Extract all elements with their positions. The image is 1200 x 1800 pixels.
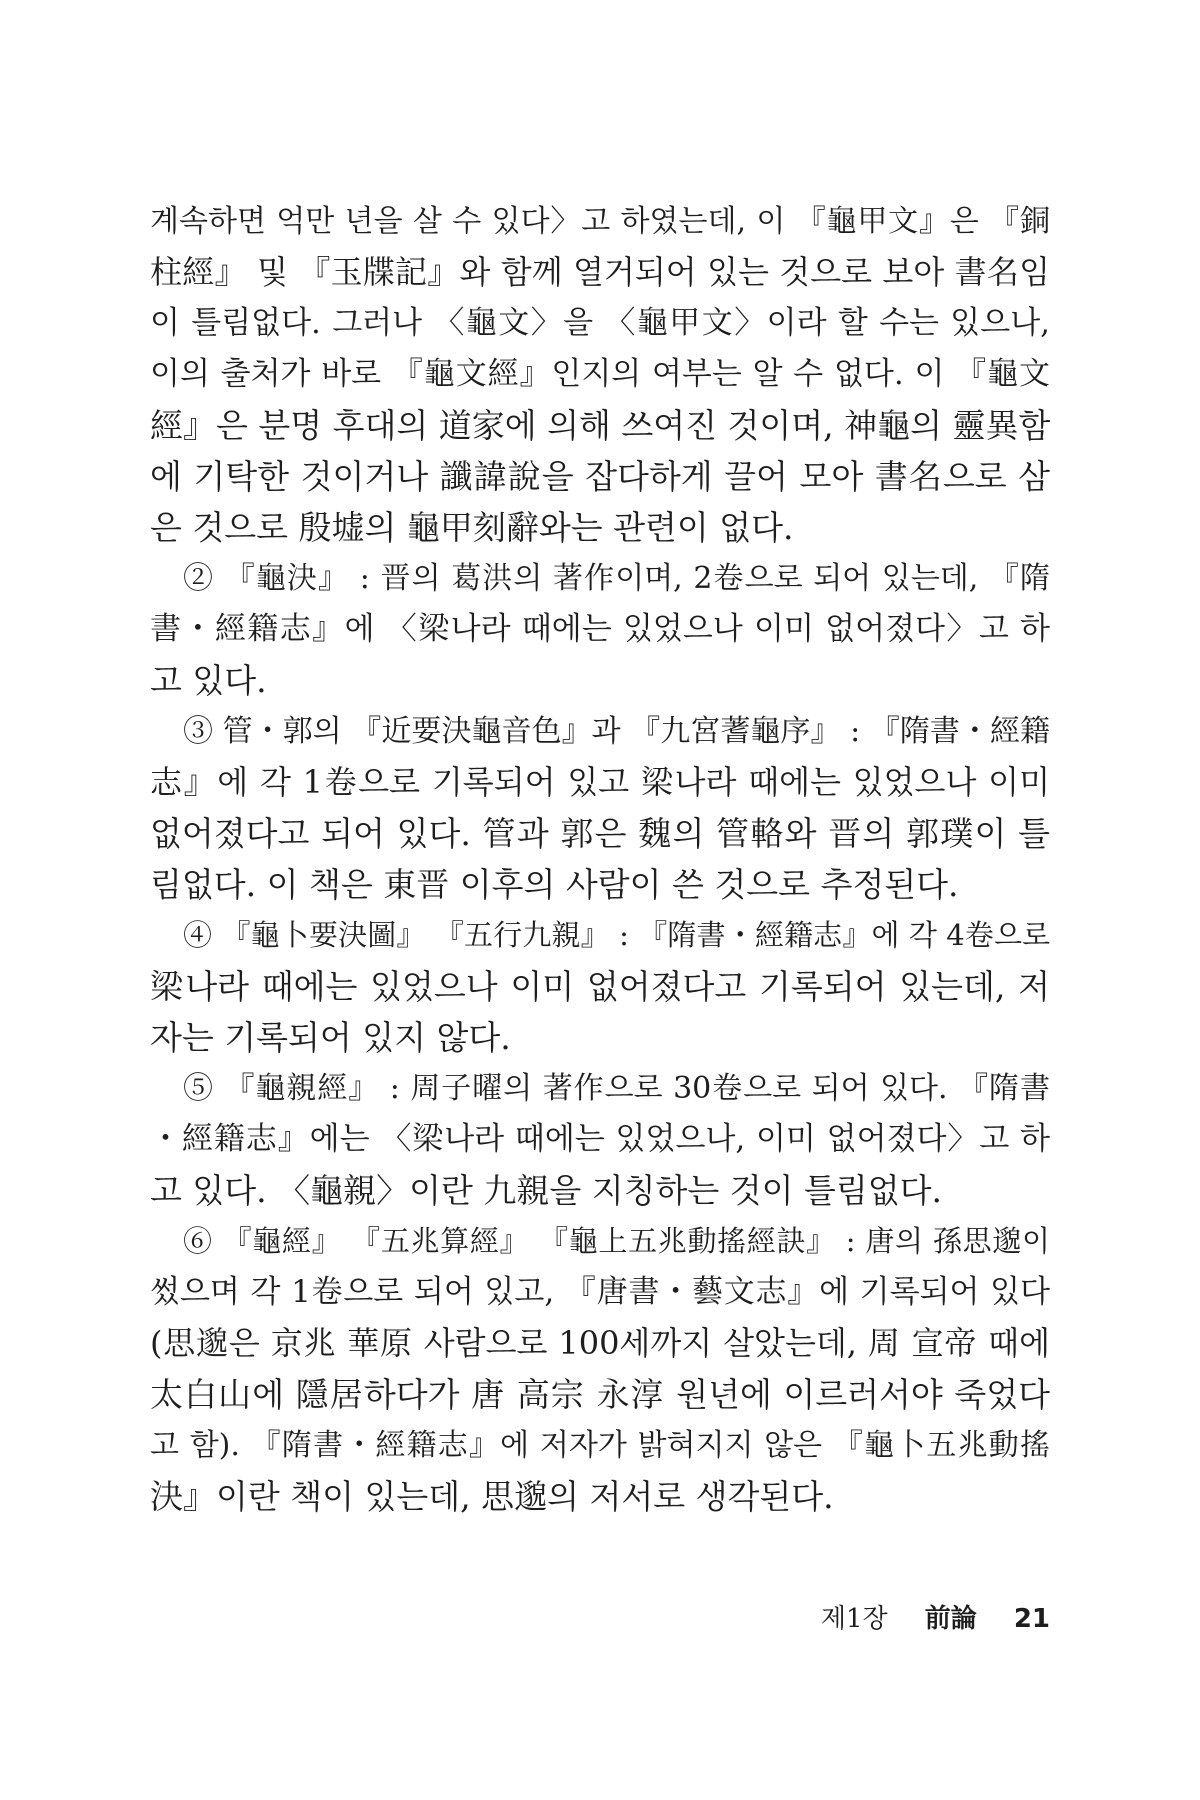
text-line: 太白山에 隱居하다가 唐 高宗 永淳 원년에 이르러서야 죽었다	[150, 1375, 1050, 1414]
body-text	[150, 196, 1050, 1522]
section-label: 前論	[924, 1604, 977, 1634]
text-line: 이의 출처가 바로 『龜文經』인지의 여부는 알 수 없다. 이 『龜文	[150, 356, 1050, 392]
text-line: 계속하면 억만 년을 살 수 있다〉고 하였는데, 이 『龜甲文』은 『銅	[150, 204, 1050, 239]
text-line: 썼으며 각 1卷으로 되어 있고, 『唐書・藝文志』에 기록되어 있다	[150, 1274, 1050, 1310]
text-line: ④ 『龜卜要決圖』 『五行九親』 : 『隋書・經籍志』에 각 4卷으로	[183, 918, 1050, 952]
text-line: ⑥ 『龜經』 『五兆算經』 『龜上五兆動搖經訣』 : 唐의 孫思邈이	[183, 1224, 1050, 1258]
text-line: 이 틀림없다. 그러나 〈龜文〉을 〈龜甲文〉이라 할 수는 있으나,	[150, 305, 1050, 341]
text-line: 柱經』 및 『玉牒記』와 함께 열거되어 있는 것으로 보아 書名임	[150, 253, 1050, 291]
text-line: 志』에 각 1卷으로 기록되어 있고 梁나라 때에는 있었으나 이미	[150, 763, 1050, 801]
text-line: ③ 管・郭의 『近要決龜音色』과 『九宮蓍龜序』 : 『隋書・經籍	[183, 714, 1050, 749]
text-line: 고 함). 『隋書・經籍志』에 저자가 밝혀지지 않은 『龜卜五兆動搖	[150, 1428, 1050, 1463]
text-line: 고 있다.	[150, 661, 267, 700]
text-line: 림없다. 이 책은 東晋 이후의 사람이 쓴 것으로 추정된다.	[150, 865, 959, 904]
text-line: (思邈은 京兆 華原 사람으로 100세까지 살았는데, 周 宣帝 때에	[150, 1324, 1050, 1362]
text-line: 經』은 분명 후대의 道家에 의해 쓰여진 것이며, 神龜의 靈異함	[150, 406, 1050, 445]
chapter-label: 제1장	[820, 1604, 888, 1634]
text-line: 에 기탁한 것이거나 讖諱說을 잡다하게 끌어 모아 書名으로 삼	[150, 457, 1050, 496]
text-line: 梁나라 때에는 있었으나 이미 없어졌다고 기록되어 있는데, 저	[150, 967, 1050, 1006]
text-line: 決』이란 책이 있는데, 思邈의 저서로 생각된다.	[150, 1477, 834, 1516]
text-line: 은 것으로 殷墟의 龜甲刻辭와는 관련이 없다.	[150, 508, 794, 547]
text-line: 고 있다. 〈龜親〉이란 九親을 지칭하는 것이 틀림없다.	[150, 1171, 942, 1210]
text-line: 없어졌다고 되어 있다. 管과 郭은 魏의 管輅와 晋의 郭璞이 틀	[150, 814, 1050, 853]
page-number: 21	[1013, 1604, 1050, 1634]
page-footer	[821, 1598, 1050, 1635]
text-line: ・經籍志』에는 〈梁나라 때에는 있었으나, 이미 없어졌다〉고 하	[150, 1121, 1050, 1157]
text-line: 書・經籍志』에 〈梁나라 때에는 있었으나 이미 없어졌다〉고 하	[150, 611, 1050, 647]
text-line: ② 『龜決』 : 晋의 葛洪의 著作이며, 2卷으로 되어 있는데, 『隋	[183, 561, 1050, 596]
text-line: 자는 기록되어 있지 않다.	[150, 1018, 511, 1057]
text-line: ⑤ 『龜親經』 : 周子曜의 著作으로 30卷으로 되어 있다. 『隋書	[183, 1071, 1050, 1106]
